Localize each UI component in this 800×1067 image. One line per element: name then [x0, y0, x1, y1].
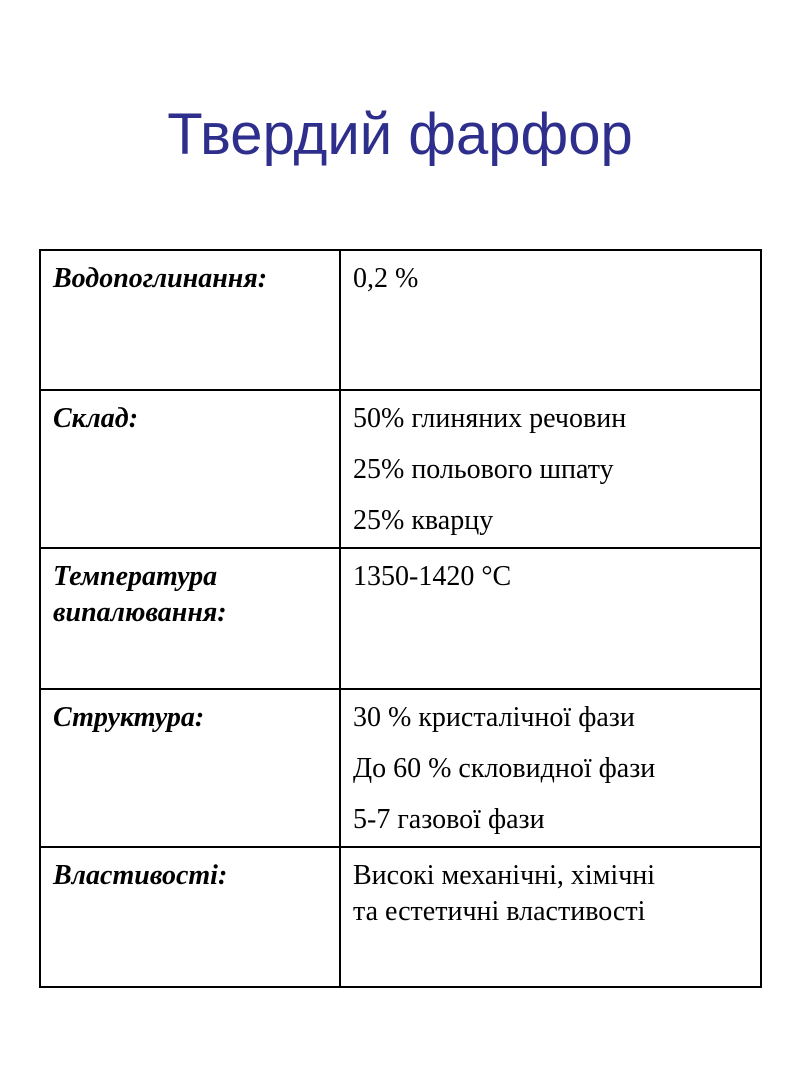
row-value-firing-temperature: [340, 548, 761, 689]
row-label-properties: Властивості:: [40, 847, 340, 987]
value-line: Високі механічні, хімічні: [353, 860, 656, 891]
value-line: 50% глиняних речовин: [353, 403, 627, 434]
table-row: [40, 689, 761, 847]
slide-title: Твердий фарфор: [167, 102, 633, 167]
table-row: [40, 250, 761, 390]
label-line: Температура: [53, 561, 218, 592]
value-line: 25% польового шпату: [353, 454, 614, 485]
value-line: 25% кварцу: [353, 505, 494, 536]
value-line: 5-7 газової фази: [353, 804, 545, 835]
row-label-composition: Склад:: [40, 390, 340, 548]
value-line: До 60 % скловидної фази: [353, 753, 656, 784]
value-line: 0,2 %: [353, 263, 419, 294]
row-value-properties: [340, 847, 761, 987]
label-line: випалювання:: [53, 597, 227, 628]
row-label-structure: Структура:: [40, 689, 340, 847]
properties-table: [39, 249, 762, 988]
row-value-structure: [340, 689, 761, 847]
row-value-composition: [340, 390, 761, 548]
value-line: 1350-1420 °C: [353, 561, 512, 592]
table-row: [40, 548, 761, 689]
value-line: та естетичні властивості: [353, 896, 646, 927]
table-row: [40, 390, 761, 548]
value-line: 30 % кристалічної фази: [353, 702, 635, 733]
row-value-water-absorption: [340, 250, 761, 390]
table-row: [40, 847, 761, 987]
row-label-firing-temperature: [40, 548, 340, 689]
row-label-water-absorption: Водопоглинання:: [40, 250, 340, 390]
